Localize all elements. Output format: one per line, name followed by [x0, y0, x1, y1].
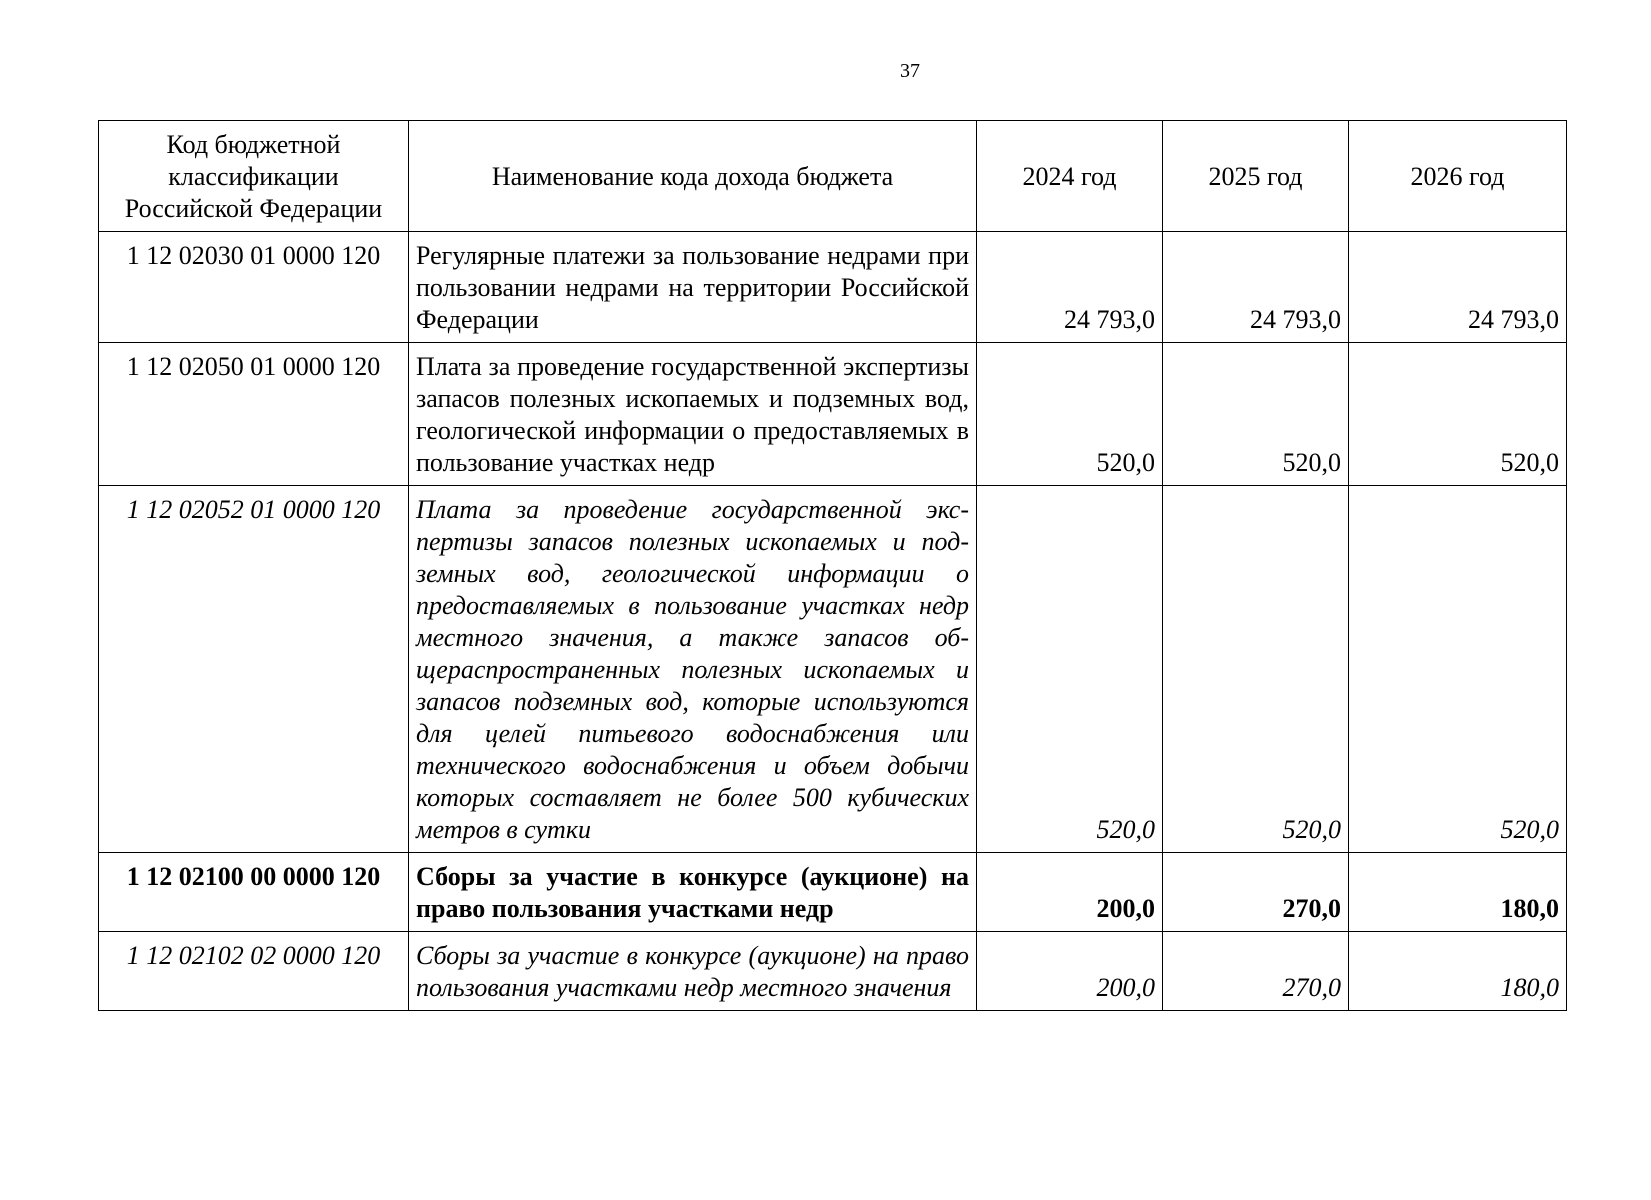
row-code: 1 12 02050 01 0000 120: [99, 343, 409, 486]
header-2025: 2025 год: [1163, 121, 1349, 232]
row-value-2024: 200,0: [977, 853, 1163, 932]
table-row: [99, 853, 1567, 932]
row-value-2024: 24 793,0: [977, 232, 1163, 343]
row-name: Регулярные платежи за пользование недрами при пользовании недрами на территории Российской Федерации: [409, 232, 977, 343]
row-name: Сборы за участие в конкурсе (аукционе) на право пользования участками недр местного значения: [409, 932, 977, 1011]
table-row: [99, 486, 1567, 853]
row-value-2025: 270,0: [1163, 932, 1349, 1011]
table-header-row: [99, 121, 1567, 232]
row-value-2026: 520,0: [1349, 486, 1567, 853]
row-value-2024: 520,0: [977, 486, 1163, 853]
row-value-2025: 520,0: [1163, 486, 1349, 853]
budget-revenue-table-container: [98, 120, 1566, 1011]
row-code: 1 12 02030 01 0000 120: [99, 232, 409, 343]
row-name: Плата за проведение государственной экспертизы запасов полезных ископаемых и подземных вод, геологической информации о предоставляемых в пользование участках недр: [409, 343, 977, 486]
row-value-2026: 180,0: [1349, 932, 1567, 1011]
header-code: Код бюджетной классификации Российской Федерации: [99, 121, 409, 232]
budget-revenue-table: [98, 120, 1567, 1011]
row-code: 1 12 02102 02 0000 120: [99, 932, 409, 1011]
header-name: Наименование кода дохода бюджета: [409, 121, 977, 232]
row-value-2025: 270,0: [1163, 853, 1349, 932]
table-row: [99, 232, 1567, 343]
row-value-2025: 520,0: [1163, 343, 1349, 486]
row-name: Сборы за участие в конкурсе (аукционе) на право пользования участками недр: [409, 853, 977, 932]
row-name: Плата за проведение государственной экспертизы запасов полезных ископаемых и подземных вод, геологической информации о предоставляемых в пользование участках недр местного значения, а также запасов общераспространенных полезных ископаемых и запасов подземных вод, которые используются для целей питьевого водоснабжения или технического водоснабжения и объем добычи которых составляет не более 500 кубических метров в сутки: [409, 486, 977, 853]
row-code: 1 12 02052 01 0000 120: [99, 486, 409, 853]
row-value-2026: 24 793,0: [1349, 232, 1567, 343]
table-row: [99, 932, 1567, 1011]
header-2026: 2026 год: [1349, 121, 1567, 232]
row-code: 1 12 02100 00 0000 120: [99, 853, 409, 932]
row-value-2025: 24 793,0: [1163, 232, 1349, 343]
row-value-2024: 520,0: [977, 343, 1163, 486]
table-row: [99, 343, 1567, 486]
row-value-2024: 200,0: [977, 932, 1163, 1011]
page-number: [0, 60, 1651, 83]
page-number-text: 37: [900, 60, 920, 82]
header-2024: 2024 год: [977, 121, 1163, 232]
row-value-2026: 520,0: [1349, 343, 1567, 486]
row-value-2026: 180,0: [1349, 853, 1567, 932]
